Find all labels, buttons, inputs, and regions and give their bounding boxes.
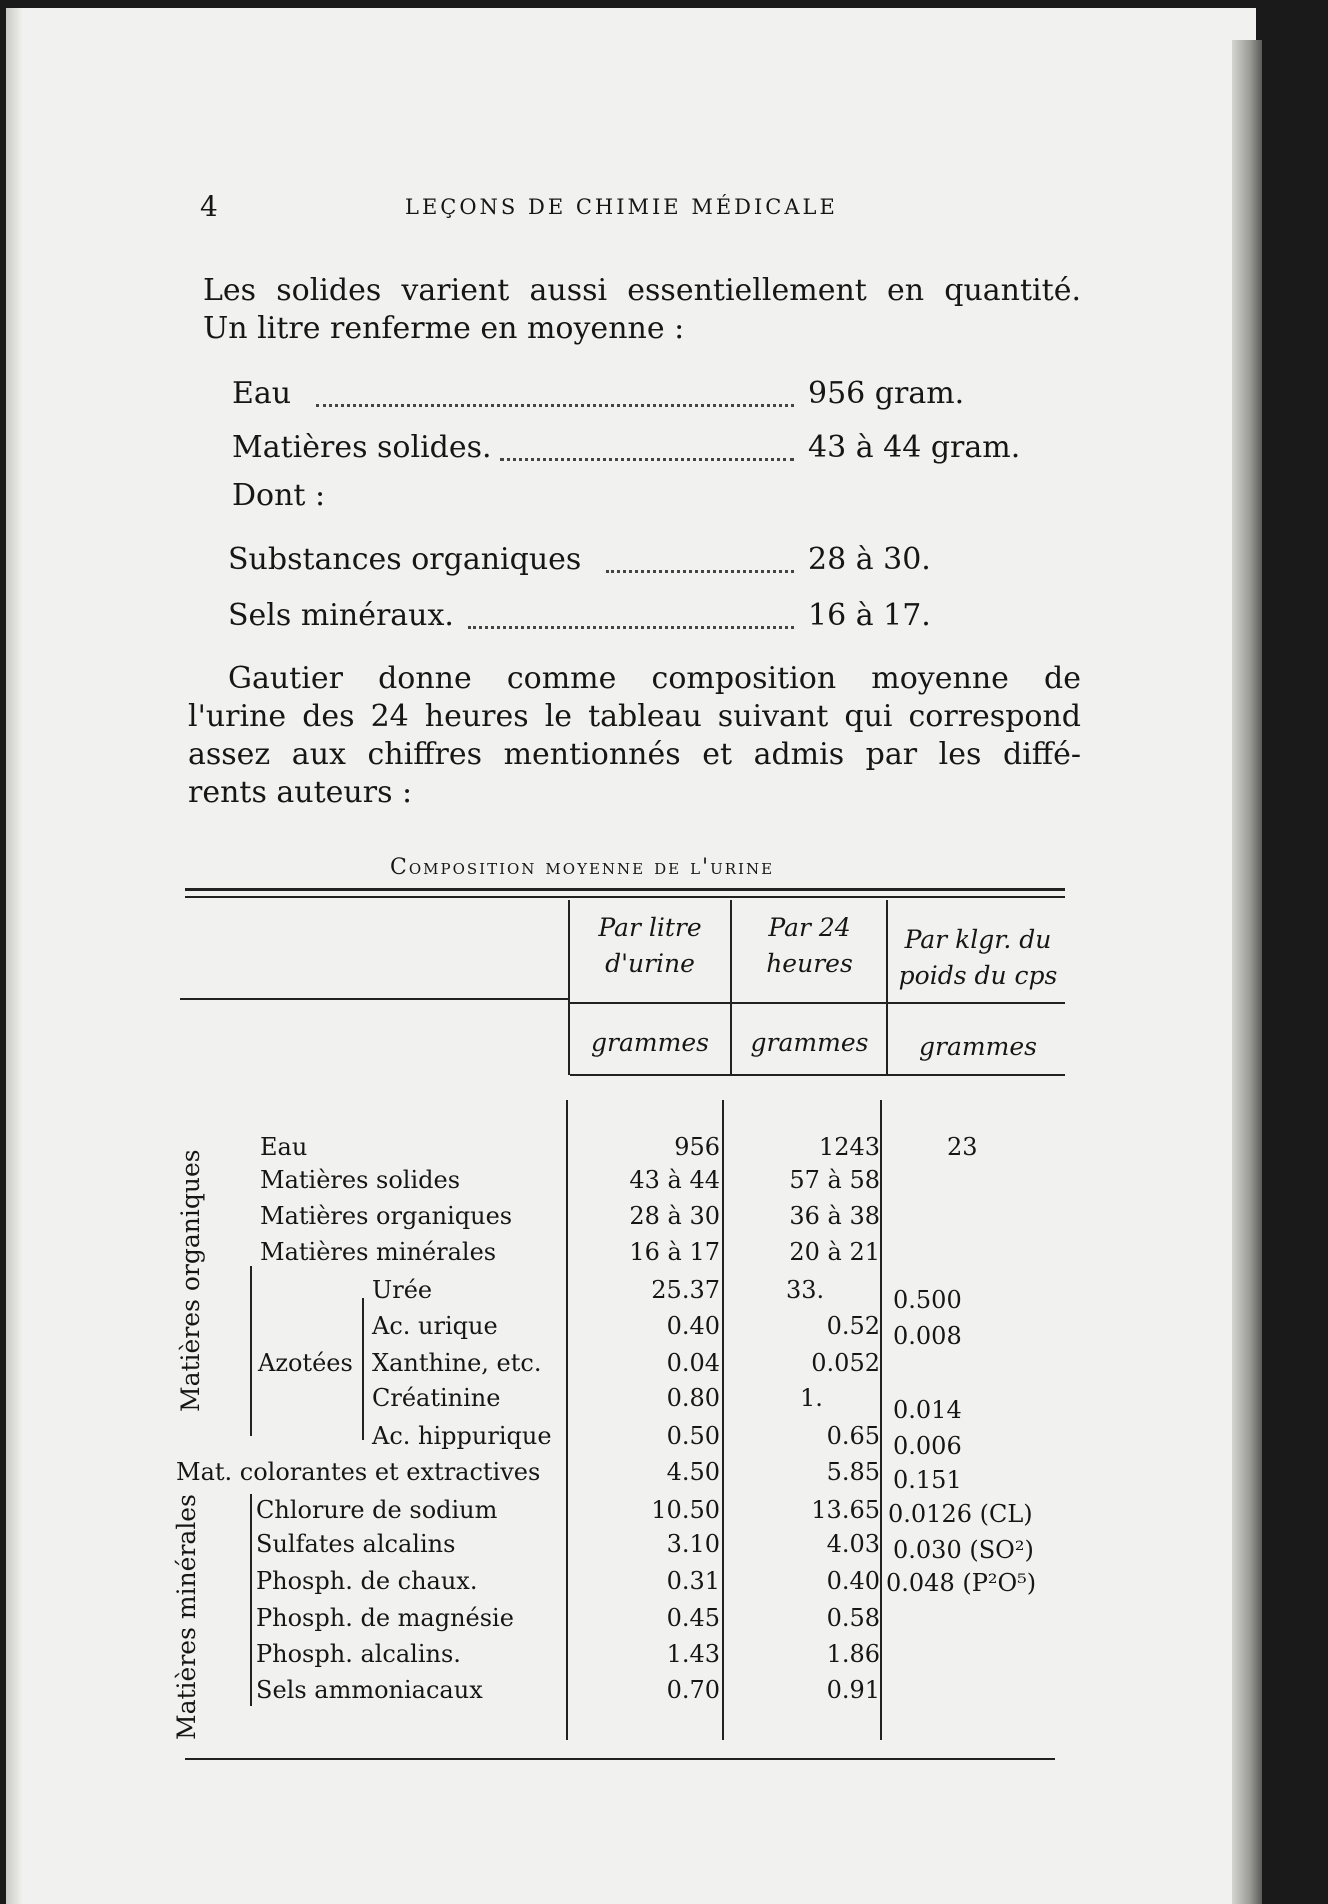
cell-per-litre: 0.70 xyxy=(666,1676,720,1704)
row-label: Phosph. alcalins. xyxy=(256,1640,461,1668)
column-rule xyxy=(730,900,732,1075)
cell-per-kg: 0.030 (SO²) xyxy=(893,1536,1034,1564)
gautier-line: assez aux chiffres mentionnés et admis par les diffé- xyxy=(188,737,1081,772)
column-header: Par klgr. du poids du cps xyxy=(898,925,1058,990)
group-label-organic: Matières organiques xyxy=(176,1149,205,1412)
cell-per-24h: 33. xyxy=(786,1276,825,1304)
cell-per-24h: 0.58 xyxy=(826,1604,880,1632)
cell-per-kg: 0.048 (P²O⁵) xyxy=(886,1569,1037,1597)
group-label-mineral: Matières minérales xyxy=(172,1494,201,1740)
units-rule xyxy=(570,1074,1065,1076)
row-label: Mat. colorantes et extractives xyxy=(176,1458,541,1486)
table-row xyxy=(0,1384,1328,1424)
value-label: Sels minéraux. xyxy=(228,598,454,633)
value-row xyxy=(232,478,1032,518)
value-amount: 956 gram. xyxy=(808,376,965,411)
row-label: Matières organiques xyxy=(260,1202,513,1230)
cell-per-24h: 13.65 xyxy=(811,1496,880,1524)
cell-per-24h: 1. xyxy=(800,1384,823,1412)
row-label: Ac. urique xyxy=(372,1312,498,1340)
cell-per-24h: 0.65 xyxy=(826,1422,880,1450)
column-rule xyxy=(886,900,888,1075)
leader-dots xyxy=(500,442,794,461)
cell-per-litre: 0.04 xyxy=(666,1349,720,1377)
running-head xyxy=(200,190,1090,226)
header-rule xyxy=(180,998,570,1000)
table-row xyxy=(0,1640,1328,1676)
row-label: Xanthine, etc. xyxy=(372,1349,542,1377)
page-number: 4 xyxy=(200,190,218,223)
leader-dots xyxy=(316,388,794,407)
value-label: Dont : xyxy=(232,478,326,513)
row-label: Phosph. de chaux. xyxy=(256,1567,478,1595)
value-amount: 28 à 30. xyxy=(808,542,931,577)
cell-per-24h: 5.85 xyxy=(826,1458,880,1486)
table-row xyxy=(0,1133,1328,1169)
value-row xyxy=(228,542,1032,582)
cell-per-kg: 0.0126 (CL) xyxy=(888,1500,1033,1528)
row-label: Sels ammoniacaux xyxy=(256,1676,483,1704)
table-row xyxy=(0,1676,1328,1712)
row-label: Matières minérales xyxy=(260,1238,497,1266)
row-label: Phosph. de magnésie xyxy=(256,1604,514,1632)
cell-per-24h: 20 à 21 xyxy=(789,1238,880,1266)
unit-label: grammes xyxy=(919,1032,1037,1061)
table-row xyxy=(0,1530,1328,1566)
intro-paragraph xyxy=(203,272,1081,348)
table-row xyxy=(0,1567,1328,1603)
value-row xyxy=(232,430,1032,470)
cell-per-24h: 4.03 xyxy=(826,1530,880,1558)
value-label: Eau xyxy=(232,376,292,411)
cell-per-kg: 0.014 xyxy=(893,1396,962,1424)
row-label: Ac. hippurique xyxy=(372,1422,552,1450)
unit-label: grammes xyxy=(750,1028,869,1057)
cell-per-litre: 28 à 30 xyxy=(629,1202,720,1230)
cell-per-litre: 16 à 17 xyxy=(629,1238,720,1266)
table-caption: Composition moyenne de l'urine xyxy=(390,855,775,880)
row-label: Matières solides xyxy=(260,1166,461,1194)
cell-per-kg: 0.151 xyxy=(893,1466,962,1494)
cell-per-kg: 0.008 xyxy=(893,1322,962,1350)
value-label: Matières solides. xyxy=(232,430,492,465)
table-row xyxy=(0,1202,1328,1238)
cell-per-litre: 1.43 xyxy=(666,1640,720,1668)
gautier-paragraph xyxy=(188,660,1081,812)
column-rule xyxy=(568,900,570,1075)
cell-per-24h: 1243 xyxy=(818,1133,880,1161)
cell-per-litre: 0.50 xyxy=(666,1422,720,1450)
table-row xyxy=(0,1276,1328,1312)
value-amount: 16 à 17. xyxy=(808,598,931,633)
gautier-line: l'urine des 24 heures le tableau suivant qui correspond xyxy=(188,699,1081,734)
value-label: Substances organiques xyxy=(228,542,582,577)
cell-per-litre: 0.31 xyxy=(666,1567,720,1595)
cell-per-24h: 0.52 xyxy=(826,1312,880,1340)
table-bottom-rule xyxy=(185,1758,1055,1760)
table-row xyxy=(0,1349,1328,1385)
value-amount: 43 à 44 gram. xyxy=(808,430,1021,465)
gautier-line: Gautier donne comme composition moyenne de xyxy=(228,661,1081,696)
value-row xyxy=(232,376,1032,416)
cell-per-24h: 36 à 38 xyxy=(789,1202,880,1230)
table-row xyxy=(0,1312,1328,1348)
value-row xyxy=(228,598,1032,638)
table-top-rule xyxy=(185,888,1065,891)
row-label: Sulfates alcalins xyxy=(256,1530,456,1558)
row-label: Chlorure de sodium xyxy=(256,1496,498,1524)
unit-label: grammes xyxy=(591,1028,709,1057)
running-title: LEÇONS DE CHIMIE MÉDICALE xyxy=(405,195,838,219)
cell-per-litre: 0.80 xyxy=(666,1384,720,1412)
table-row xyxy=(0,1238,1328,1274)
table-row xyxy=(0,1458,1328,1494)
row-label: Créatinine xyxy=(372,1384,501,1412)
table-row xyxy=(0,1166,1328,1202)
cell-per-24h: 0.052 xyxy=(811,1349,880,1377)
cell-per-24h: 0.91 xyxy=(826,1676,880,1704)
cell-per-24h: 0.40 xyxy=(826,1567,880,1595)
cell-per-litre: 4.50 xyxy=(666,1458,720,1486)
cell-per-kg: 0.006 xyxy=(893,1432,962,1460)
header-rule xyxy=(570,1002,1065,1004)
group-label-azotees: Azotées xyxy=(258,1349,353,1377)
intro-line: Un litre renferme en moyenne : xyxy=(203,311,685,346)
cell-per-litre: 43 à 44 xyxy=(629,1166,720,1194)
intro-line: Les solides varient aussi essentiellement en quantité. xyxy=(203,273,1081,308)
leader-dots xyxy=(606,554,794,573)
cell-per-kg: 0.500 xyxy=(893,1286,962,1314)
table-row xyxy=(0,1496,1328,1532)
cell-per-litre: 25.37 xyxy=(651,1276,720,1304)
table-row xyxy=(0,1604,1328,1640)
cell-per-24h: 1.86 xyxy=(826,1640,880,1668)
cell-per-kg: 23 xyxy=(947,1133,978,1161)
row-label: Eau xyxy=(260,1133,308,1161)
row-label: Urée xyxy=(372,1276,433,1304)
column-header: Par litre d'urine xyxy=(598,913,702,978)
cell-per-24h: 57 à 58 xyxy=(789,1166,880,1194)
table-top-rule xyxy=(185,896,1065,898)
gautier-line: rents auteurs : xyxy=(188,775,413,810)
cell-per-litre: 956 xyxy=(674,1133,720,1161)
table-row xyxy=(0,1422,1328,1458)
cell-per-litre: 0.40 xyxy=(666,1312,720,1340)
cell-per-litre: 0.45 xyxy=(666,1604,720,1632)
column-header: Par 24 heures xyxy=(766,913,853,978)
cell-per-litre: 3.10 xyxy=(666,1530,720,1558)
cell-per-litre: 10.50 xyxy=(651,1496,720,1524)
leader-dots xyxy=(468,610,794,629)
